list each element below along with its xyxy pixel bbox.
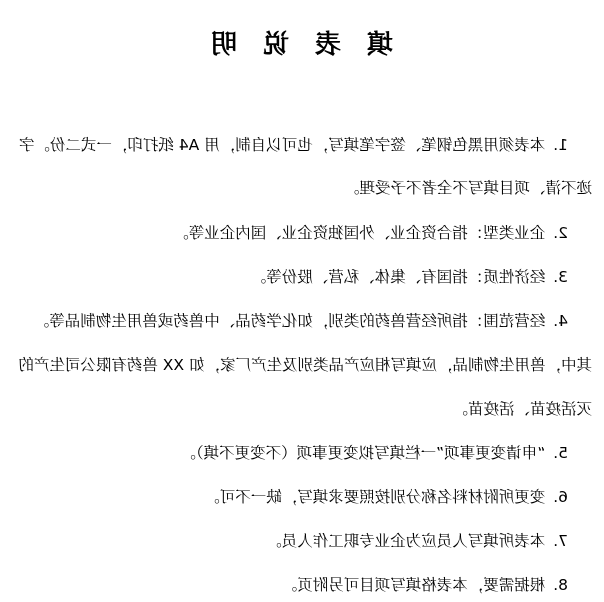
instruction-item-4-continuation <box>0 354 592 376</box>
item-text: 企业类型：指合资企业、外国独资企业、国内企业等。 <box>173 224 546 242</box>
item-number: 6. <box>553 488 568 506</box>
instruction-item-4 <box>0 310 568 332</box>
item-number: 1. <box>553 136 568 154</box>
instruction-item-7 <box>0 530 568 552</box>
instruction-item-5 <box>0 442 568 464</box>
instruction-item-3 <box>0 266 568 288</box>
instruction-item-4-continuation <box>0 398 592 420</box>
item-text: 迹不清、项目填写不全者不予受理。 <box>343 179 592 197</box>
item-text: 灭活疫苗、活疫苗。 <box>452 400 592 418</box>
item-text: 经营范围：指所经营兽药的类别，如化学药品、中兽药或兽用生物制品等。 <box>33 312 546 330</box>
item-text: 经济性质：指国有、集体、私营、股份等。 <box>250 268 546 286</box>
item-number: 7. <box>553 532 568 550</box>
instruction-item-6 <box>0 486 568 508</box>
item-number: 4. <box>553 312 568 330</box>
instruction-item-8 <box>0 574 568 596</box>
page-title: 填表说明 <box>185 30 394 60</box>
item-text: 本表所填写人员应为企业专职工作人员。 <box>266 532 546 550</box>
item-text: “申请变更事项”一栏填写拟变更事项（不变更不填）。 <box>180 444 546 462</box>
instruction-item-2 <box>0 222 568 244</box>
item-text: 根据需要，本表格填写项目可另附页。 <box>281 576 546 594</box>
instruction-item-1 <box>0 134 568 156</box>
instruction-item-1-continuation <box>0 177 592 199</box>
item-text: 本表须用黑色钢笔、签字笔填写，也可以自制，用 A4 纸打印，一式二份。字 <box>18 136 546 154</box>
item-number: 8. <box>553 576 568 594</box>
item-text: 其中，兽用生物制品，应填写相应产品类别及生产厂家，如 XX 兽药有限公司生产的 <box>18 356 592 374</box>
item-number: 2. <box>553 224 568 242</box>
item-text: 变更所附材料名称分别按照要求填写，缺一不可。 <box>204 488 546 506</box>
item-number: 3. <box>553 268 568 286</box>
item-number: 5. <box>553 444 568 462</box>
